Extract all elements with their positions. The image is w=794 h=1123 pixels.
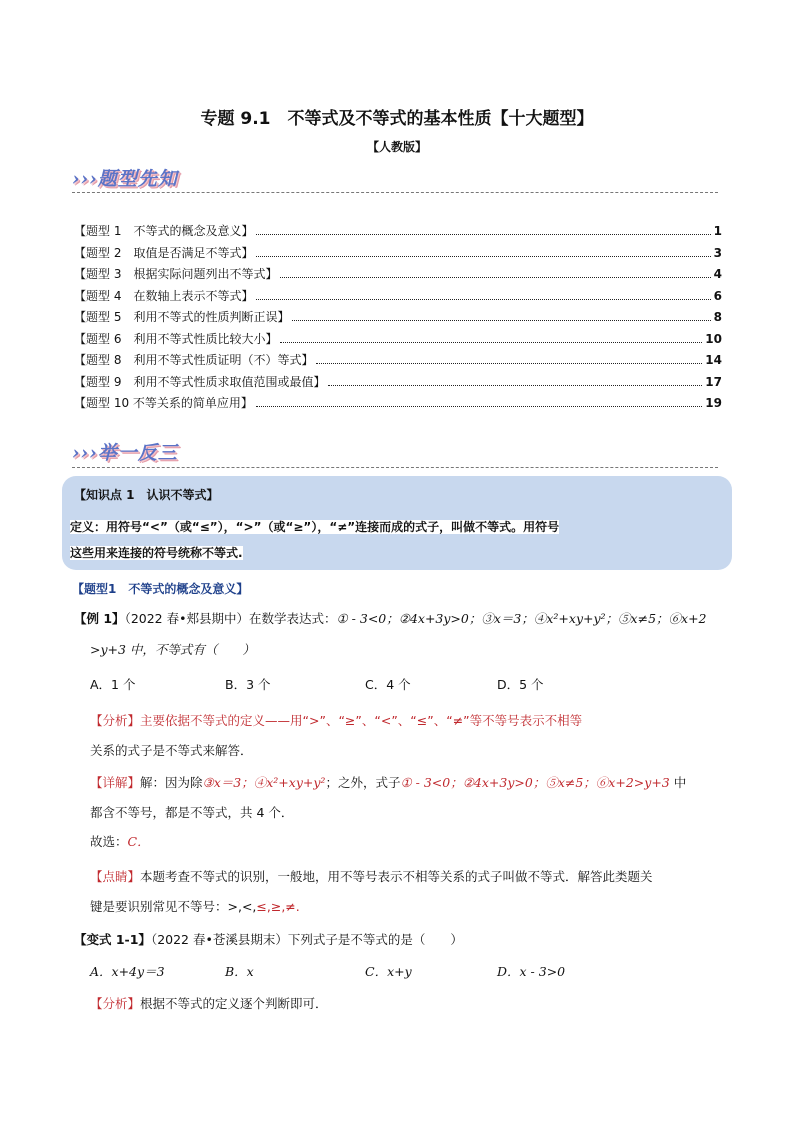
toc-item[interactable]: 【题型 10 不等关系的简单应用】 19 — [74, 396, 722, 410]
option-a[interactable]: A．x+4y＝3 — [90, 964, 165, 979]
toc-item[interactable]: 【题型 4 在数轴上表示不等式】 6 — [74, 288, 722, 303]
section-banner-practice: ›››举一反三 — [72, 442, 178, 464]
example-options — [90, 675, 720, 695]
option-b[interactable]: B．3 个 — [225, 677, 271, 692]
option-d[interactable]: D．5 个 — [497, 677, 544, 692]
toc-item[interactable]: 【题型 9 利用不等式性质求取值范围或最值】 17 — [74, 374, 722, 389]
table-of-contents — [74, 222, 722, 416]
divider — [72, 467, 718, 468]
page-title: 专题 9.1 不等式及不等式的基本性质【十大题型】 — [200, 109, 594, 129]
divider — [72, 192, 718, 193]
knowledge-definition: 定义：用符号“<”（或“≤”），“>”（或“≥”），“≠”连接而成的式子，叫做不等式。用符号 这些用来连接的符号统称不等式. — [70, 520, 560, 560]
variant-options — [90, 962, 720, 982]
example-question-cont: >y+3 中，不等式有（ ） — [90, 642, 255, 657]
chevron-arrows-icon: ››› — [72, 168, 98, 190]
example-detail: 【详解】解：因为除③x＝3；④x²+xy+y²；之外，式子① - 3<0；②4x+3y>0；⑤x≠5；⑥x+2>y+3 中 都含不等号，都是不等式，共 4 个． — [90, 775, 687, 820]
option-b[interactable]: B．x — [225, 964, 254, 979]
knowledge-title: 【知识点 1 认识不等式】 — [74, 488, 219, 502]
example-question: 【例 1】（2022 春•郏县期中）在数学表达式：① - 3<0；②4x+3y>0；③x＝3；④x²+xy+y²；⑤x≠5；⑥x+2 — [74, 611, 707, 626]
option-d[interactable]: D．x - 3>0 — [497, 964, 566, 979]
example-answer: 故选：C． — [90, 834, 150, 849]
option-c[interactable]: C．4 个 — [365, 677, 411, 692]
toc-item[interactable]: 【题型 2 取值是否满足不等式】 3 — [74, 245, 722, 260]
option-a[interactable]: A．1 个 — [90, 677, 136, 692]
section-banner-preview: ›››题型先知 — [72, 168, 178, 190]
example-comment: 【点睛】本题考查不等式的识别，一般地，用不等号表示不相等关系的式子叫做不等式．解答此类题关 键是要识别常见不等号：>,<,≤,≥,≠. — [90, 869, 653, 914]
example-analysis: 【分析】主要依据不等式的定义——用“>”、“≥”、“<”、“≤”、“≠”等不等号表示不相等 关系的式子是不等式来解答． — [90, 713, 583, 758]
option-c[interactable]: C．x+y — [365, 964, 412, 979]
chevron-arrows-icon: ››› — [72, 442, 98, 464]
variant-analysis: 【分析】根据不等式的定义逐个判断即可． — [90, 996, 328, 1011]
edition-label: 【人教版】 — [366, 140, 427, 154]
section-heading: 【题型1 不等式的概念及意义】 — [72, 582, 249, 596]
toc-item[interactable]: 【题型 6 利用不等式性质比较大小】 10 — [74, 331, 722, 346]
toc-item[interactable]: 【题型 3 根据实际问题列出不等式】 4 — [74, 267, 722, 281]
variant-question: 【变式 1-1】（2022 春•苍溪县期末）下列式子是不等式的是（ ） — [74, 932, 463, 947]
toc-item[interactable]: 【题型 8 利用不等式性质证明（不）等式】 14 — [74, 353, 722, 367]
knowledge-box — [62, 476, 732, 570]
toc-item[interactable]: 【题型 5 利用不等式的性质判断正误】 8 — [74, 310, 722, 324]
toc-item[interactable]: 【题型 1 不等式的概念及意义】 1 — [74, 224, 722, 238]
